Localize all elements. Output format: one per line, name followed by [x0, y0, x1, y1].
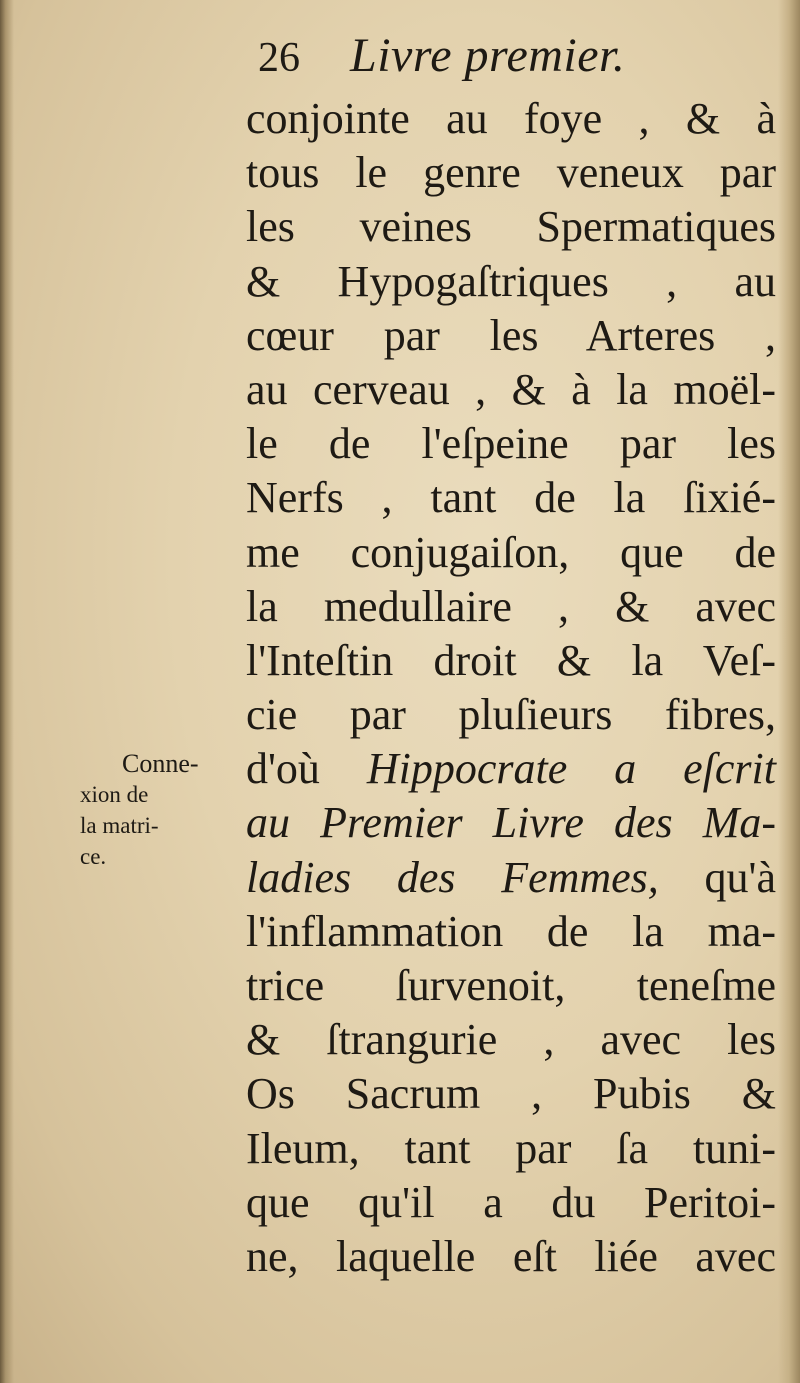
- margin-note-line: xion de: [80, 782, 149, 807]
- text-line: ne, laquelle eſt liée avec: [246, 1231, 776, 1281]
- roman-segment: d'où: [246, 744, 367, 794]
- margin-note-line: ce.: [80, 844, 107, 869]
- italic-segment: ladies des Femmes,: [246, 852, 659, 902]
- text-line: Os Sacrum , Pubis &: [246, 1069, 776, 1119]
- body-text: [246, 92, 776, 1284]
- margin-note-line: Conne-: [122, 749, 199, 778]
- text-line: la medullaire , & avec: [246, 581, 776, 631]
- text-line: au cerveau , & à la moël-: [246, 364, 776, 414]
- text-line: me conjugaiſon, que de: [246, 527, 776, 577]
- text-line: que qu'il a du Peritoi-: [246, 1177, 776, 1227]
- margin-note: [80, 748, 240, 872]
- text-line: [246, 742, 776, 796]
- page-gutter-shadow: [0, 0, 14, 1383]
- text-line: [246, 851, 776, 905]
- text-line: les veines Spermatiques: [246, 202, 776, 252]
- text-line: l'inflammation de la ma-: [246, 906, 776, 956]
- text-line: le de l'eſpeine par les: [246, 419, 776, 469]
- italic-segment: Hippocrate a eſcrit: [366, 744, 777, 794]
- roman-segment: qu'à: [658, 852, 776, 902]
- text-line: & Hypogaſtriques , au: [246, 256, 776, 306]
- text-line: trice ſurvenoit, teneſme: [246, 961, 776, 1010]
- text-line: tous le genre veneux par: [246, 148, 776, 198]
- text-line: Ileum, tant par ſa tuni-: [246, 1123, 776, 1173]
- text-line: cœur par les Arteres ,: [246, 310, 776, 360]
- text-line: cie par pluſieurs fibres,: [246, 690, 776, 740]
- page-edge-shadow: [778, 0, 800, 1383]
- page-number: 26: [258, 35, 300, 81]
- text-line: & ſtrangurie , avec les: [246, 1015, 776, 1065]
- text-line: conjointe au foye , & à: [246, 94, 776, 143]
- margin-note-line: la matri-: [80, 813, 159, 838]
- page-header: [258, 28, 625, 92]
- text-line: l'Inteſtin droit & la Veſ-: [246, 635, 776, 685]
- text-line: Nerfs , tant de la ſixié-: [246, 473, 776, 523]
- text-line: au Premier Livre des Ma-: [246, 798, 776, 848]
- running-title: Livre premier.: [350, 29, 626, 82]
